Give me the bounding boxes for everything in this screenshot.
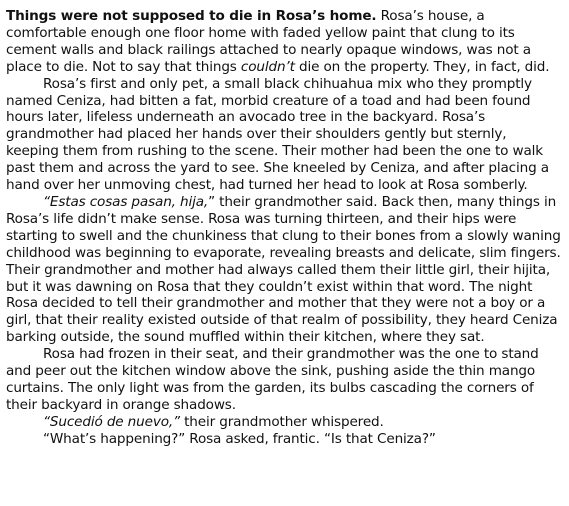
paragraph-3-text: ” their grandmother said. Back then, many things in Rosa’s life didn’t make sense. Rosa was turning thirteen, and their hips were starting to swell and the chunkiness that clung to their bones from a slowly waning childhood was beginning to evaporate, revealing breasts and delicate, slim fingers. Their grandmother and mother had always called them their little girl, their hijita, but it was dawning on Rosa that they couldn’t exist within that word. The night Rosa decided to tell their grandmother and mother that they were not a boy or a girl, that their reality existed outside of that realm of possibility, they heard Ceniza barking outside, the sound muffled within their kitchen, where they sat. (6, 193, 561, 346)
paragraph-1-text-a: Rosa’s house, a comfortable enough one floor home with faded yellow paint that clung to its cement walls and black railings attached to nearly opaque windows, was not a place to die. Not to say that things (6, 8, 531, 75)
paragraph-4 (6, 346, 563, 414)
spanish-quote-1: “Estas cosas pasan, hija, (43, 193, 209, 210)
paragraph-6 (6, 431, 563, 448)
paragraph-3 (6, 194, 563, 346)
paragraph-1 (6, 8, 563, 76)
paragraph-6-text: “What’s happening?” Rosa asked, frantic. “Is that Ceniza?” (43, 430, 436, 447)
paragraph-1-text-b: die on the property. They, in fact, did. (294, 58, 550, 75)
opening-sentence: Things were not supposed to die in Rosa’s home. (6, 8, 377, 24)
spanish-quote-2: “Sucedió de nuevo,” (43, 413, 180, 430)
paragraph-2-text: Rosa’s first and only pet, a small black chihuahua mix who they promptly named Ceniza, had bitten a fat, morbid creature of a toad and had been found hours later, lifeless underneath an avocado tree in the backyard. Rosa’s grandmother had placed her hands over their shoulders gently but sternly, keeping them from rushing to the scene. Their mother had been the one to walk past them and across the yard to see. She kneeled by Ceniza, and after placing a hand over her unmoving chest, had turned her head to look at Rosa somberly. (6, 75, 549, 194)
paragraph-5 (6, 414, 563, 431)
paragraph-5-text: their grandmother whispered. (179, 413, 384, 430)
paragraph-4-text: Rosa had frozen in their seat, and their grandmother was the one to stand and peer out the kitchen window above the sink, pushing aside the thin mango curtains. The only light was from the garden, its bulbs cascading the corners of their backyard in orange shadows. (6, 346, 539, 413)
paragraph-2 (6, 76, 563, 194)
emphasized-word: couldn’t (240, 58, 295, 75)
